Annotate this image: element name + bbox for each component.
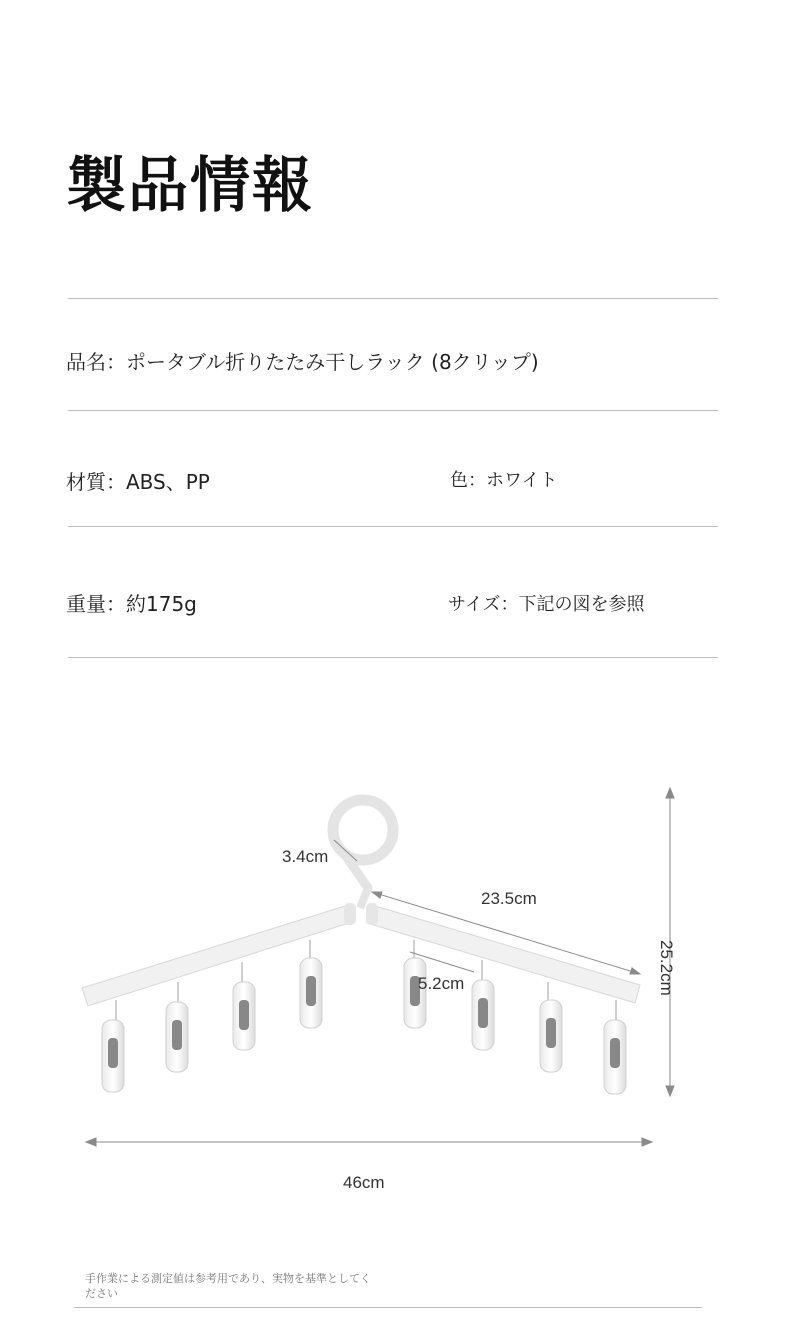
hook-dimension-label: 3.4cm	[282, 847, 329, 866]
height-dimension-label: 25.2cm	[657, 940, 676, 996]
color: 色：ホワイト	[450, 470, 558, 491]
divider	[68, 298, 718, 299]
divider	[74, 1307, 702, 1308]
clip-spacing-label: 5.2cm	[418, 974, 465, 993]
measurement-note: 手作業による測定値は参考用であり、実物を基準としてください	[85, 1272, 371, 1300]
weight: 重量：約175g	[66, 592, 197, 616]
arm-dimension-label: 23.5cm	[481, 889, 537, 908]
size: サイズ：下記の図を参照	[448, 594, 645, 615]
divider	[68, 657, 718, 658]
material: 材質：ABS、PP	[66, 470, 210, 494]
hook-ring	[333, 800, 393, 860]
divider	[68, 410, 718, 411]
width-dimension-label: 46cm	[343, 1173, 385, 1192]
page-title: 製品情報	[66, 151, 314, 221]
divider	[68, 526, 718, 527]
product-name: 品名：ポータブル折りたたみ干しラック (8クリップ)	[66, 350, 539, 374]
